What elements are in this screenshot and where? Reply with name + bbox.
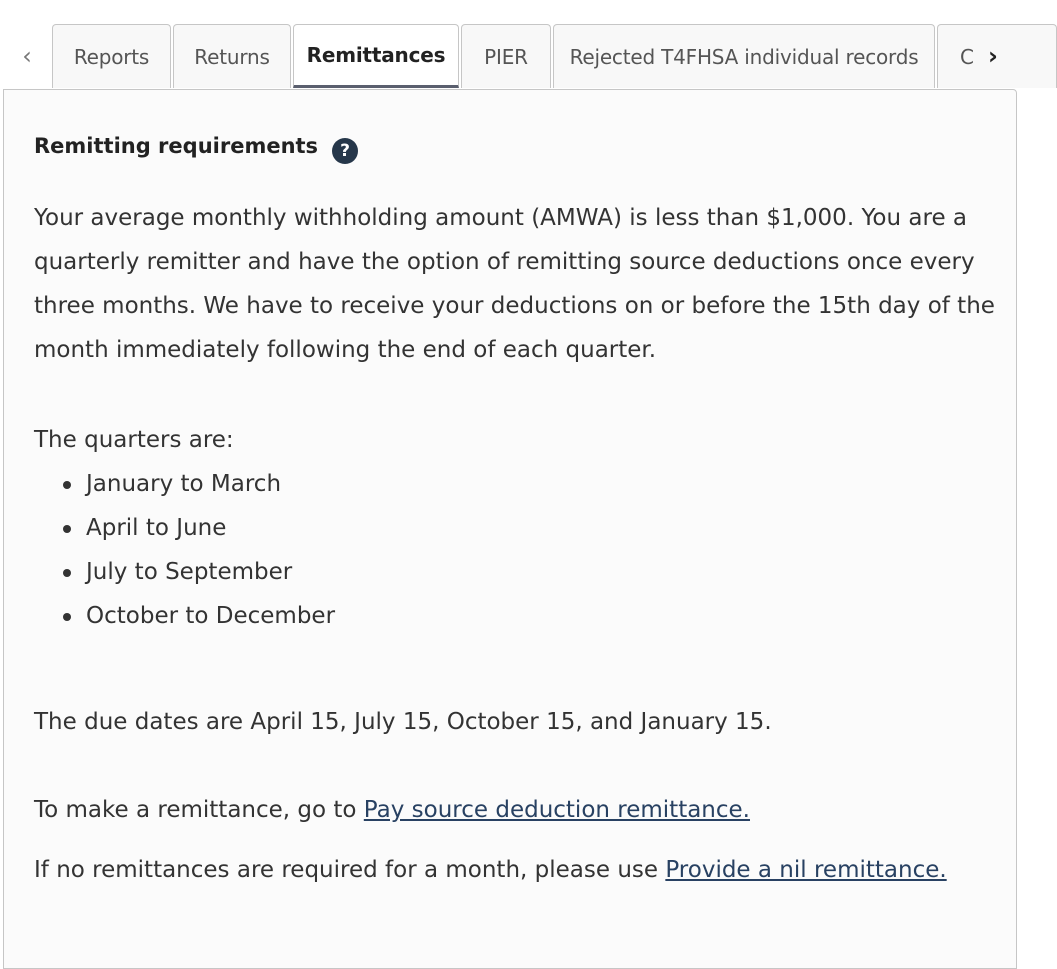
- nil-remittance-text: If no remittances are required for a month, please use: [34, 857, 666, 883]
- make-remittance-paragraph: [34, 788, 999, 832]
- remittances-panel: [3, 89, 1017, 969]
- tab-overflow-partial[interactable]: C: [937, 24, 1057, 88]
- amwa-intro-paragraph: Your average monthly withholding amount (AMWA) is less than $1,000. You are a quarterly remitter and have the option of remitting source deductions once every three months. We have to receive your deductions on or before the 15th day of the month immediately following the end of each quarter.: [34, 205, 995, 363]
- due-dates-text: The due dates are April 15, July 15, October 15, and January 15.: [34, 709, 772, 735]
- tab-rejected-t4fhsa-records[interactable]: Rejected T4FHSA individual records: [553, 24, 935, 88]
- panel-title: Remitting requirements: [34, 134, 319, 158]
- chevron-right-icon[interactable]: ›: [988, 42, 998, 70]
- nil-remittance-paragraph: [34, 848, 999, 892]
- tab-strip: [0, 24, 1024, 90]
- tabs-viewport: [52, 24, 974, 90]
- quarter-item: July to September: [34, 550, 335, 594]
- chevron-left-icon[interactable]: ‹: [22, 42, 32, 70]
- make-remittance-text: To make a remittance, go to: [34, 797, 364, 823]
- quarter-item: October to December: [34, 594, 335, 638]
- provide-nil-remittance-link[interactable]: Provide a nil remittance.: [665, 857, 947, 883]
- quarters-intro: The quarters are:: [34, 427, 234, 453]
- quarters-list: [34, 462, 335, 638]
- tab-reports[interactable]: Reports: [52, 24, 171, 88]
- question-circle-icon[interactable]: ?: [332, 138, 358, 164]
- tab-pier[interactable]: PIER: [461, 24, 551, 88]
- quarter-item: January to March: [34, 462, 335, 506]
- panel-heading: [34, 128, 358, 164]
- tab-returns[interactable]: Returns: [173, 24, 291, 88]
- tab-remittances[interactable]: Remittances: [293, 24, 459, 88]
- pay-source-deduction-link[interactable]: Pay source deduction remittance.: [363, 797, 750, 823]
- quarter-item: April to June: [34, 506, 335, 550]
